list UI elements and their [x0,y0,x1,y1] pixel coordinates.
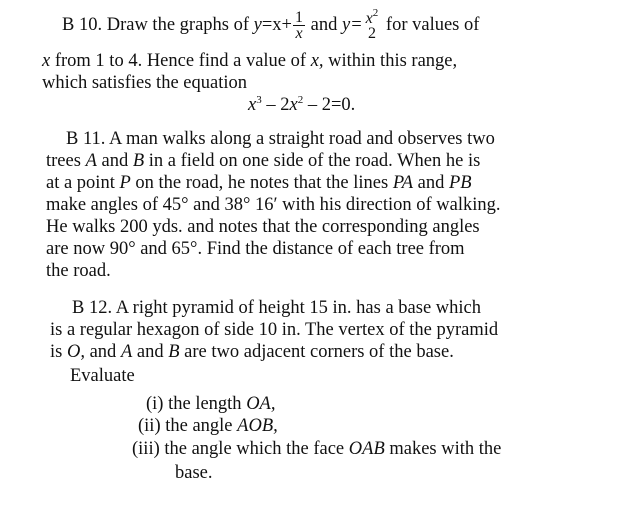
b10-eq-x: x [248,95,257,115]
b10-eq1-mid: =x+ [261,14,292,35]
b11-l3-a: at a point [46,173,115,193]
b11-l3-PB: PB [449,173,472,193]
b11-l2-B: B [132,151,145,171]
b12-item3-num: (iii) [132,439,160,459]
b10-eq-rest: – 2=0. [303,95,356,115]
b11-line-1: B 11. A man walks along a straight road and observes two [66,129,495,149]
b12-l3-B: B [168,342,180,362]
b10-equation [248,94,355,116]
b12-l3-a: is [50,342,63,362]
b10-line2-x2: x, [310,51,324,71]
b12-line-1: B 12. A right pyramid of height 15 in. has a base which [72,298,481,318]
b10-fraction-1 [293,10,305,41]
b12-item-2 [138,415,278,437]
b12-l3-O: O, [66,342,85,362]
b10-text-3: for values of [385,14,480,35]
b10-text-1: Draw the graphs of [106,14,250,35]
b11-line-3 [46,172,472,194]
b12-item1-text: the length [168,394,242,414]
b10-eq-exp3: 3 [256,94,262,106]
b12-item3-text: the angle which the face [164,439,345,459]
b12-l3-and: and [89,342,117,362]
b10-frac2-num [364,6,381,27]
b12-item1-num: (i) [146,394,164,414]
b12-item3-var: OAB [348,439,385,459]
b12-item-3-cont: base. [175,463,213,483]
b12-item2-text: the angle [165,416,233,436]
b12-item2-num: (ii) [138,416,161,436]
b11-l3-P: P [119,173,131,193]
b12-item-3 [132,438,501,460]
b12-item3-end: makes with the [389,439,502,459]
b10-line2-end: within this range, [328,51,458,71]
b10-eq2-lhs: y= [341,14,363,35]
b10-frac2-num-exp: 2 [372,6,379,19]
b11-l3-b: on the road, he notes that the lines [135,173,389,193]
b10-frac1-num: 1 [295,9,303,26]
b11-line-6: are now 90° and 65°. Find the distance of each tree from [46,239,465,259]
b11-l2-and: and [101,151,129,171]
b12-item2-var: AOB, [237,416,278,436]
b11-line-7: the road. [46,261,111,281]
b12-item1-var: OA, [246,394,276,414]
b11-line-4: make angles of 45° and 38° 16′ with his direction of walking. [46,195,501,215]
b10-label: B 10. [62,14,103,35]
b12-item-1 [146,393,275,415]
b11-l2-a: trees [46,151,81,171]
b12-evaluate: Evaluate [70,366,135,386]
b10-line-3: which satisfies the equation [42,73,247,93]
b12-line-2: is a regular hexagon of side 10 in. The vertex of the pyramid [50,320,499,340]
b10-line-2 [42,50,457,72]
b12-line-3 [50,341,454,363]
b11-line-2 [46,150,480,172]
b10-fraction-2 [364,6,381,42]
b10-text-and: and [310,14,338,35]
b10-line2-text: from 1 to 4. Hence find a value of [54,51,307,71]
b10-eq-minus: – 2 [261,95,290,115]
b12-l3-b: are two adjacent corners of the base. [184,342,454,362]
b10-frac1-den: x [295,25,303,42]
b10-line2-x: x [42,51,51,71]
b12-l3-and2: and [136,342,164,362]
b11-l3-PA: PA [392,173,414,193]
b10-eq-x2: x [289,95,298,115]
b10-eq-exp2: 2 [297,94,304,106]
b11-l2-A: A [85,151,97,171]
b10-frac2-num-x: x [365,9,373,27]
b12-l3-A: A [120,342,133,362]
b10-eq1-y: y [253,14,262,35]
b10-line-1 [62,6,480,42]
b11-l3-and: and [417,173,445,193]
b11-line-5: He walks 200 yds. and notes that the corresponding angles [46,217,480,237]
b10-frac2-den: 2 [367,24,376,42]
b11-l2-b: in a field on one side of the road. When he is [148,151,481,171]
